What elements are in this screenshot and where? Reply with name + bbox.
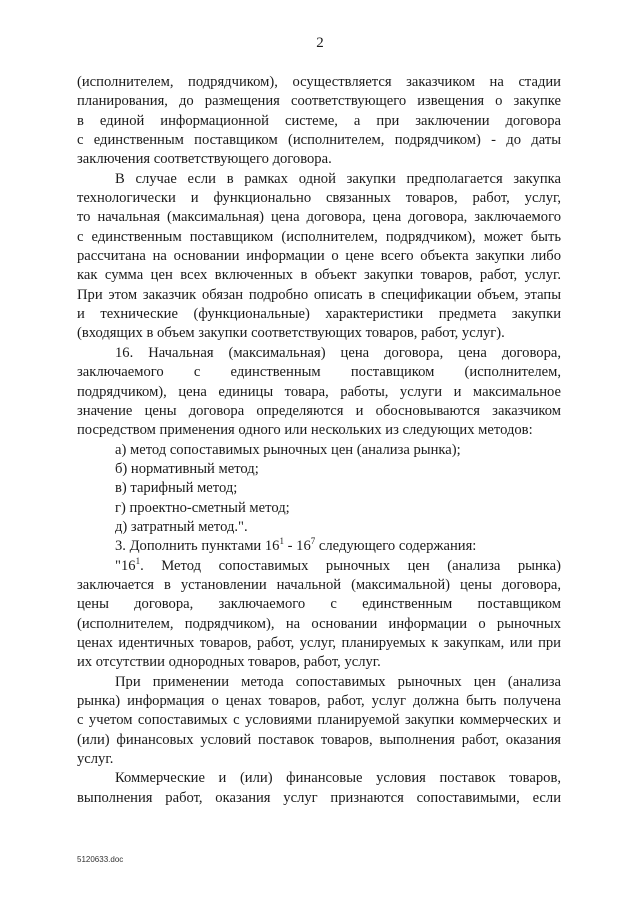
section-number: "16 bbox=[115, 557, 136, 574]
text-line: посредством применения одного или нескольких из следующих методов: bbox=[77, 422, 533, 439]
text-line: услуг. bbox=[77, 751, 114, 768]
list-item: д) затратный метод.". bbox=[115, 518, 248, 535]
amendment-text: 3. Дополнить пунктами 16 bbox=[115, 538, 280, 555]
text-line: планирования, до размещения соответствующего извещения о закупке bbox=[77, 93, 561, 110]
text-line: значение цены договора определяются и обосновываются заказчиком bbox=[77, 402, 561, 419]
text-line: цены договора, заключаемого с единственным поставщиком bbox=[77, 596, 561, 613]
text-line: (входящих в объем закупки соответствующих товаров, работ, услуг). bbox=[77, 325, 505, 342]
text-line: подрядчиком), цена единицы товара, работы, услуги и максимальное bbox=[77, 383, 561, 400]
text-line: Коммерческие и (или) финансовые условия поставок товаров, bbox=[115, 770, 561, 787]
text-line: в единой информационной системе, а при заключении договора bbox=[77, 112, 561, 129]
section-text: . Метод сопоставимых рыночных цен (анализа рынка) bbox=[140, 557, 561, 574]
text-line: (исполнителем, подрядчиком), на основании информации о рыночных bbox=[77, 615, 561, 632]
text-line: 16. Начальная (максимальная) цена договора, цена договора, bbox=[115, 344, 561, 361]
text-line: ценах идентичных товаров, работ, услуг, планируемых к закупкам, или при bbox=[77, 634, 561, 651]
text-line: рассчитана на основании информации о цене всего объекта закупки либо bbox=[77, 248, 561, 265]
amendment-line bbox=[77, 537, 561, 556]
text-line: (исполнителем, подрядчиком), осуществляется заказчиком на стадии bbox=[77, 74, 561, 90]
list-item: б) нормативный метод; bbox=[115, 460, 259, 477]
file-name-footer: 5120633.doc bbox=[77, 855, 124, 864]
page-number: 2 bbox=[316, 35, 324, 51]
text-line: заключения соответствующего договора. bbox=[77, 151, 332, 168]
text-line: с единственным поставщиком (исполнителем, подрядчиком), может быть bbox=[77, 228, 561, 245]
text-line: (или) финансовых условий поставок товаров, выполнения работ, оказания bbox=[77, 731, 561, 748]
text-line: как сумма цен всех включенных в объект закупки товаров, работ, услуг. bbox=[77, 267, 561, 284]
list-item: а) метод сопоставимых рыночных цен (анализа рынка); bbox=[115, 441, 461, 458]
text-line: и технические (функциональные) характеристики предмета закупки bbox=[77, 306, 561, 323]
text-line: рынка) информация о ценах товаров, работ, услуг должна быть получена bbox=[77, 693, 561, 709]
section-heading-line bbox=[77, 557, 561, 576]
amendment-text: - 16 bbox=[283, 538, 311, 555]
list-item: в) тарифный метод; bbox=[115, 480, 238, 497]
superscript: 7 bbox=[310, 536, 316, 547]
document-body bbox=[77, 73, 561, 808]
text-line: заключается в установлении начальной (максимальной) цены договора, bbox=[77, 576, 561, 593]
text-line: При этом заказчик обязан подробно описать в спецификации объем, этапы bbox=[77, 286, 561, 303]
superscript: 1 bbox=[135, 555, 141, 566]
text-line: заключаемого с единственным поставщиком (исполнителем, bbox=[77, 364, 561, 381]
text-line: то начальная (максимальная) цена договора, цена договора, заключаемого bbox=[77, 209, 561, 226]
amendment-text: следующего содержания: bbox=[315, 538, 477, 555]
text-line: с учетом сопоставимых с условиями планируемой закупки коммерческих и bbox=[77, 712, 561, 729]
text-line: их отсутствии однородных товаров, работ, услуг. bbox=[77, 654, 381, 671]
text-line: В случае если в рамках одной закупки предполагается закупка bbox=[115, 170, 561, 187]
text-line: технологически и функционально связанных товаров, работ, услуг, bbox=[77, 190, 561, 207]
superscript: 1 bbox=[279, 536, 284, 547]
text-line: выполнения работ, оказания услуг признаются сопоставимыми, если bbox=[77, 789, 561, 806]
text-line: с единственным поставщиком (исполнителем, подрядчиком) - до даты bbox=[77, 132, 561, 149]
text-line: При применении метода сопоставимых рыночных цен (анализа bbox=[115, 673, 561, 690]
list-item: г) проектно-сметный метод; bbox=[115, 499, 290, 516]
